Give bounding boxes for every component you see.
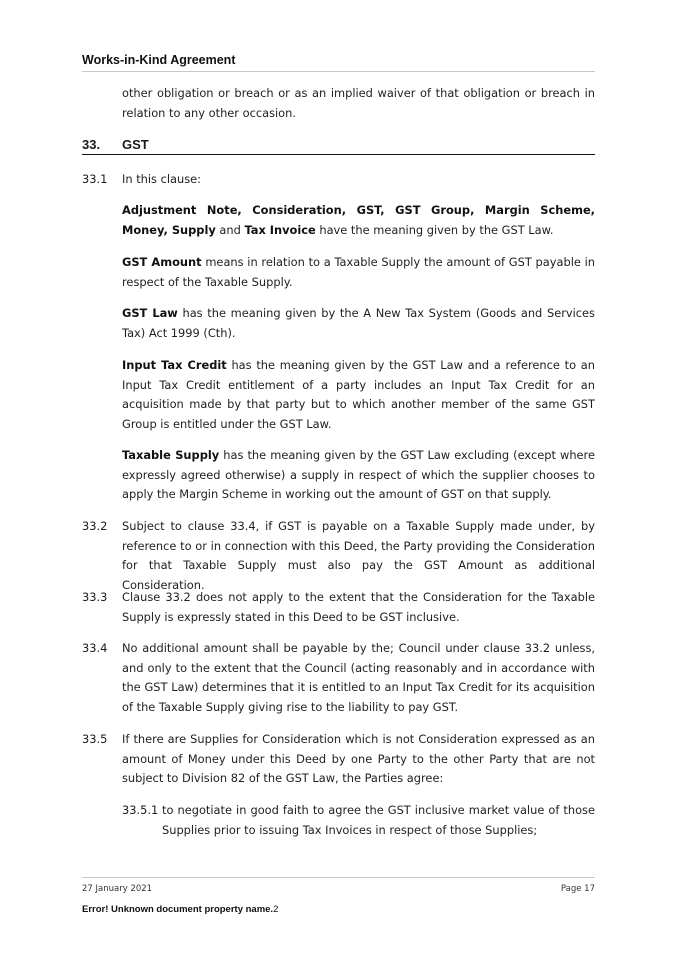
clause-number: 33.3 bbox=[82, 590, 108, 604]
definition-term: Adjustment Note, Consideration, GST, GST Group, Margin Scheme, Money, Supply bbox=[122, 203, 595, 237]
error-message: Error! Unknown document property name. bbox=[82, 904, 274, 915]
definition-term: Taxable Supply bbox=[122, 448, 220, 462]
section-heading bbox=[82, 137, 595, 155]
subclause-text: to negotiate in good faith to agree the GST inclusive market value of those Supplies prior to issuing Tax Invoices in respect of those Supplies; bbox=[162, 803, 595, 837]
definition-term: GST Law bbox=[122, 306, 178, 320]
clause-number: 33.5 bbox=[82, 732, 108, 746]
clause-number: 33.2 bbox=[82, 519, 108, 533]
clause-number: 33.1 bbox=[82, 172, 108, 186]
clause-text: Subject to clause 33.4, if GST is payable on a Taxable Supply made under, by reference to or in connection with this Deed, the Party providing the Consideration for that Taxable Supply must also pay the GST Amount as additional Consideration. bbox=[122, 519, 595, 592]
definition-text: has the meaning given by the GST Law and a reference to an Input Tax Credit entitlement of a party includes an Input Tax Credit for an acquisition made by that party but to which another member of the same GST Group is entitled under the GST Law. bbox=[122, 358, 595, 431]
page-number: Page 17 bbox=[560, 884, 595, 894]
section-number: 33. bbox=[82, 137, 101, 152]
definition-connector: and bbox=[215, 222, 245, 237]
definition-text: has the meaning given by the A New Tax System (Goods and Services Tax) Act 1999 (Cth). bbox=[122, 306, 595, 340]
definition-text: has the meaning given by the GST Law excluding (except where expressly agreed otherwise) a supply in respect of which the supplier chooses to apply the Margin Scheme in working out the amount of GST on that supply. bbox=[122, 448, 595, 502]
definition-term: GST Amount bbox=[122, 255, 202, 269]
document-title: Works-in-Kind Agreement bbox=[82, 53, 236, 67]
footer-divider bbox=[82, 877, 595, 878]
definition-gst-law bbox=[122, 304, 595, 343]
clause-text: If there are Supplies for Consideration which is not Consideration expressed as an amount of Money under this Deed by one Party to the other Party that are not subject to Division 82 of the GST Law, the Parties agree: bbox=[122, 732, 595, 786]
definition-term: Tax Invoice bbox=[244, 222, 316, 237]
definition-gst-amount bbox=[122, 253, 595, 292]
clause-text: Clause 33.2 does not apply to the extent that the Consideration for the Taxable Supply is expressly stated in this Deed to be GST inclusive. bbox=[122, 590, 595, 624]
definition-input-tax-credit bbox=[122, 356, 595, 434]
definition-taxable-supply bbox=[122, 446, 595, 505]
definition-text: have the meaning given by the GST Law. bbox=[315, 222, 554, 237]
continuation-paragraph: other obligation or breach or as an implied waiver of that obligation or breach in relation to any other occasion. bbox=[122, 86, 595, 120]
clause-number: 33.4 bbox=[82, 641, 108, 655]
header-divider bbox=[82, 71, 595, 72]
clause-text: In this clause: bbox=[122, 172, 202, 186]
clause-text: No additional amount shall be payable by the; Council under clause 33.2 unless, and only to the extent that the Council (acting reasonably and in accordance with the GST Law) determines that it is entitled to an Input Tax Credit for its acquisition of the Taxable Supply giving rise to the liability to pay GST. bbox=[122, 641, 595, 714]
subclause-number: 33.5.1 bbox=[122, 803, 159, 817]
definition-term: Input Tax Credit bbox=[122, 358, 227, 372]
footer-date: 27 January 2021 bbox=[82, 884, 153, 894]
footer-document-property bbox=[82, 904, 278, 915]
definition-adjustment-note bbox=[122, 201, 595, 240]
error-suffix: 2 bbox=[273, 904, 279, 915]
definition-text: means in relation to a Taxable Supply the amount of GST payable in respect of the Taxable Supply. bbox=[122, 255, 596, 289]
section-title: GST bbox=[122, 137, 149, 152]
